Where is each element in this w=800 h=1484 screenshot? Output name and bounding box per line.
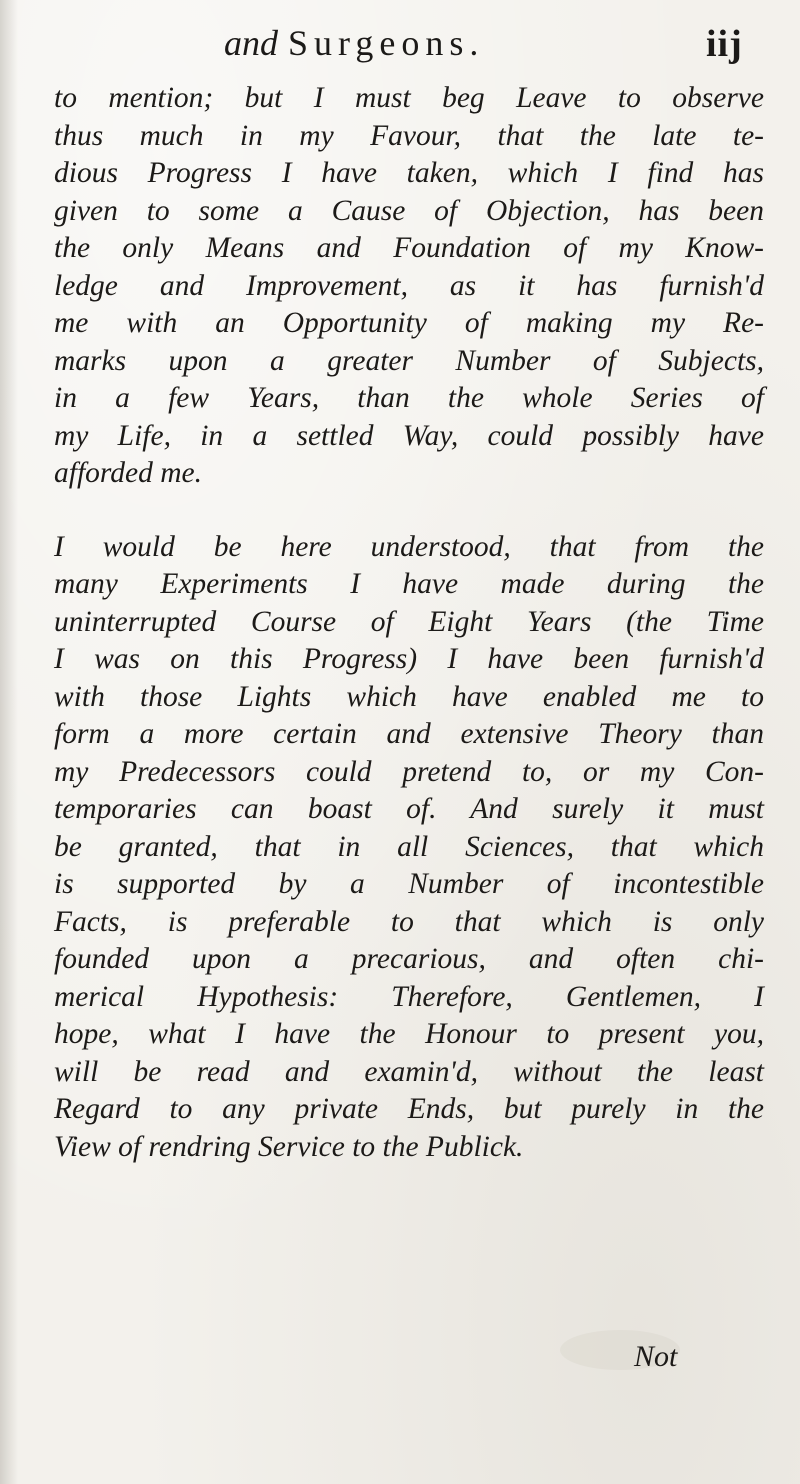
text-line: View of rendring Service to the Publick.: [54, 1130, 524, 1163]
text-line: founded upon a precarious, and often chi-: [54, 943, 764, 975]
paragraph-2: [54, 529, 764, 1167]
binding-shadow: [0, 0, 18, 1484]
text-line: is supported by a Number of incontestible: [54, 868, 764, 900]
text-line: hope, what I have the Honour to present you,: [54, 1018, 764, 1050]
text-line: thus much in my Favour, that the late te-: [54, 119, 764, 152]
paragraph-gap: [54, 493, 764, 529]
body-text: [54, 80, 764, 1166]
text-line: will be read and examin'd, without the least: [54, 1055, 764, 1088]
text-line: I was on this Progress) I have been furnish'd: [54, 643, 764, 675]
text-line: marks upon a greater Number of Subjects,: [54, 344, 764, 377]
text-line: my Predecessors could pretend to, or my Con-: [54, 755, 764, 788]
running-head-and: and: [224, 23, 278, 63]
paragraph-1: [54, 80, 764, 493]
running-head: [0, 14, 800, 74]
page-number: iij: [706, 23, 743, 65]
catchword: Not: [634, 1340, 678, 1373]
text-line: the only Means and Foundation of my Know-: [54, 232, 764, 264]
running-head-surgeons: Surgeons.: [288, 23, 485, 63]
text-line: uninterrupted Course of Eight Years (the Time: [54, 605, 764, 638]
text-line: my Life, in a settled Way, could possibly have: [54, 419, 764, 452]
text-line: temporaries can boast of. And surely it must: [54, 793, 764, 825]
text-line: given to some a Cause of Objection, has been: [54, 194, 764, 227]
text-line: in a few Years, than the whole Series of: [54, 382, 764, 414]
text-line: ledge and Improvement, as it has furnish'd: [54, 269, 764, 302]
text-line: Regard to any private Ends, but purely in the: [54, 1093, 764, 1125]
text-line: me with an Opportunity of making my Re-: [54, 307, 764, 339]
text-line: Facts, is preferable to that which is only: [54, 905, 764, 938]
text-line: with those Lights which have enabled me to: [54, 680, 764, 713]
text-line: afforded me.: [54, 457, 203, 489]
running-head-title: [224, 22, 484, 64]
text-line: to mention; but I must beg Leave to observe: [54, 82, 764, 114]
text-line: many Experiments I have made during the: [54, 568, 764, 600]
text-line: merical Hypothesis: Therefore, Gentlemen, I: [54, 980, 764, 1013]
text-line: dious Progress I have taken, which I find has: [54, 157, 764, 189]
text-line: I would be here understood, that from the: [54, 530, 764, 563]
text-line: be granted, that in all Sciences, that which: [54, 830, 764, 863]
text-line: form a more certain and extensive Theory than: [54, 718, 764, 750]
